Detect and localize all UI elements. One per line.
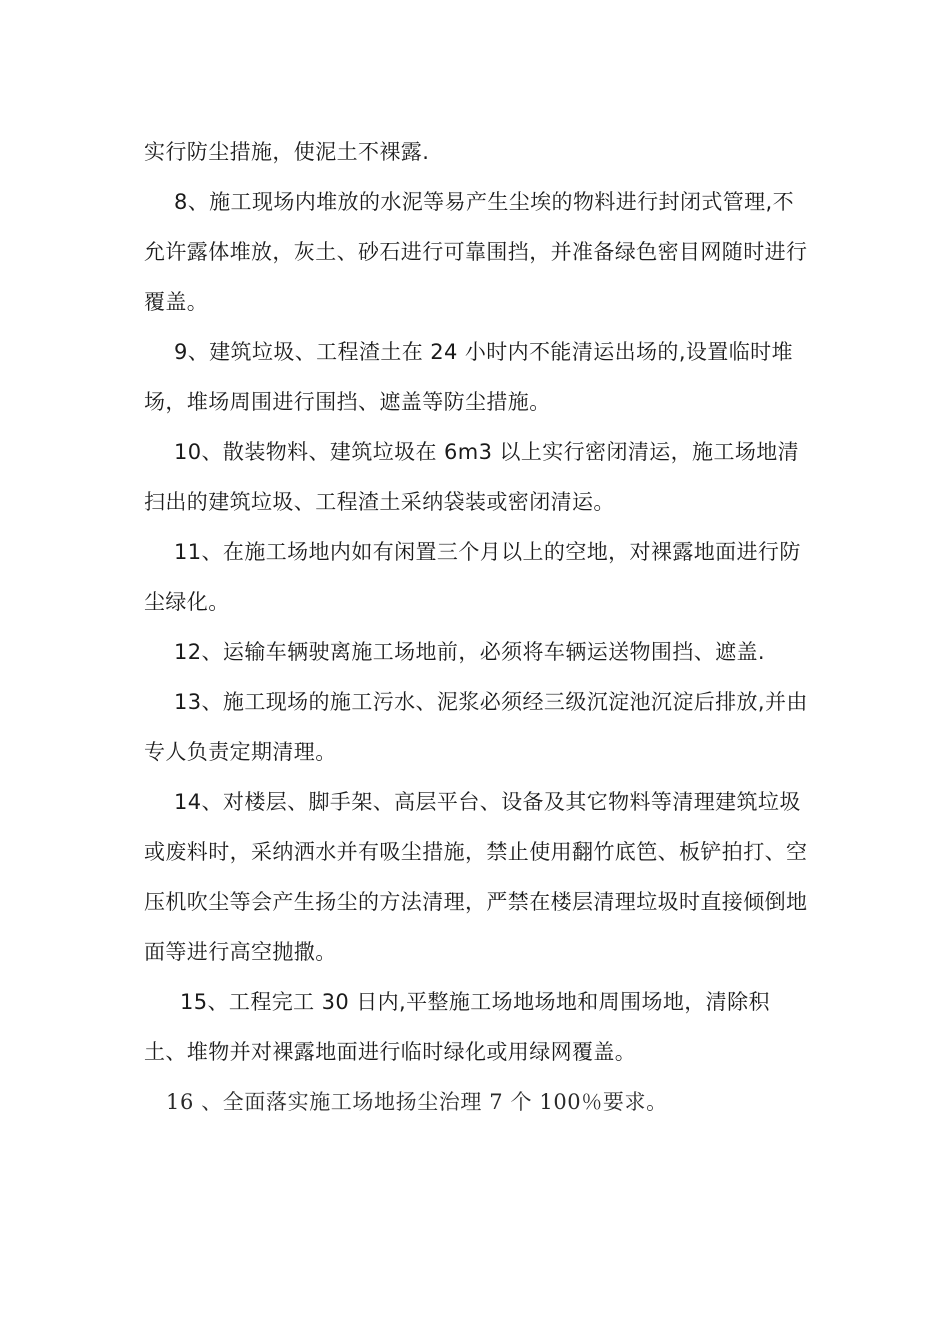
paragraph-item-8: 8、施工现场内堆放的水泥等易产生尘埃的物料进行封闭式管理,不允许露体堆放，灰土、砂石进行可靠围挡，并准备绿色密目网随时进行覆盖。 — [144, 190, 808, 314]
document-body — [144, 127, 808, 1127]
paragraph-item-12: 12、运输车辆驶离施工场地前，必须将车辆运送物围挡、遮盖. — [174, 640, 765, 664]
paragraph-item-11: 11、在施工场地内如有闲置三个月以上的空地，对裸露地面进行防尘绿化。 — [144, 540, 801, 614]
paragraph-continuation: 实行防尘措施，使泥土不裸露. — [144, 140, 430, 164]
paragraph-item-10: 10、散装物料、建筑垃圾在 6m3 以上实行密闭清运，施工场地清扫出的建筑垃圾、工程渣土采纳袋装或密闭清运。 — [144, 440, 800, 514]
paragraph-item-15: 15、工程完工 30 日内,平整施工场地场地和周围场地，清除积土、堆物并对裸露地面进行临时绿化或用绿网覆盖。 — [144, 990, 770, 1064]
paragraph-item-13: 13、施工现场的施工污水、泥浆必须经三级沉淀池沉淀后排放,并由专人负责定期清理。 — [144, 690, 808, 764]
paragraph-item-14: 14、对楼层、脚手架、高层平台、设备及其它物料等清理建筑垃圾或废料时，采纳洒水并有吸尘措施，禁止使用翻竹底笆、板铲拍打、空压机吹尘等会产生扬尘的方法清理，严禁在楼层清理垃圾时直接倾倒地面等进行高空抛撒。 — [144, 790, 808, 964]
paragraph-item-16: 16 、全面落实施工场地扬尘治理 7 个 100％要求。 — [166, 1090, 668, 1114]
paragraph-item-9: 9、建筑垃圾、工程渣土在 24 小时内不能清运出场的,设置临时堆场，堆场周围进行围挡、遮盖等防尘措施。 — [144, 340, 793, 414]
